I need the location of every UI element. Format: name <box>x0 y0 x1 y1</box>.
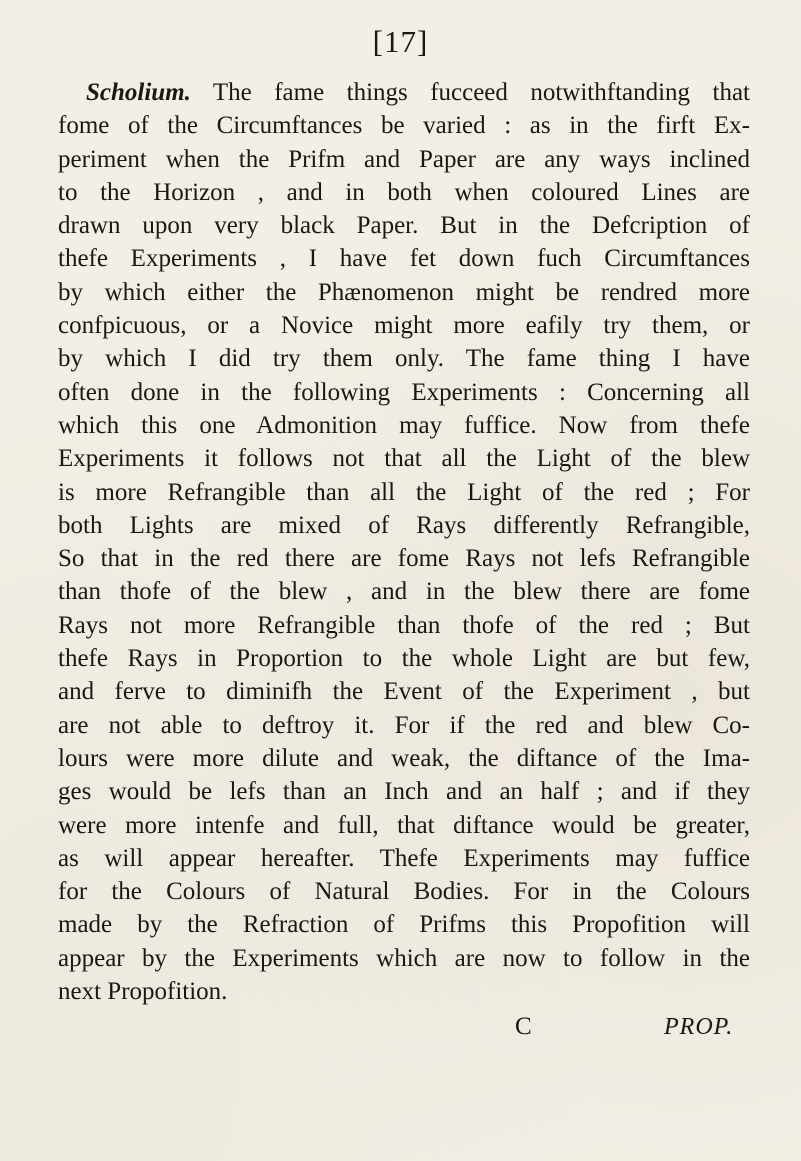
text-line-20: are not able to deftroy it. For if the red and blew Co- <box>58 711 750 739</box>
text-line-11: which this one Admonition may fuffice. Now from thefe <box>58 411 750 439</box>
text-line-19: and ferve to diminifh the Event of the Experiment , but <box>58 678 750 706</box>
text-line-2: fome of the Circumftances be varied : as in the firft Ex- <box>58 112 750 140</box>
text-line-14: both Lights are mixed of Rays differently Refrangible, <box>58 511 750 539</box>
text-line-16: than thofe of the blew , and in the blew there are fome <box>58 578 750 606</box>
text-line-18: thefe Rays in Proportion to the whole Light are but few, <box>58 645 750 673</box>
signature-mark: C <box>515 1013 532 1040</box>
page-number: [17] <box>372 24 429 59</box>
text-line-25: for the Colours of Natural Bodies. For in the Colours <box>58 878 750 906</box>
body-text <box>58 76 750 1008</box>
text-line-27: appear by the Experiments which are now to follow in the <box>58 944 750 972</box>
catchword: PROP. <box>664 1014 734 1040</box>
text-line-24: as will appear hereafter. Thefe Experiments may fuffice <box>58 844 750 872</box>
text-line-7: by which either the Phænomenon might be rendred more <box>58 278 750 306</box>
text-line-10: often done in the following Experiments : Concerning all <box>58 378 750 406</box>
scholium-label: Scholium. <box>86 79 191 106</box>
text-line-6: thefe Experiments , I have fet down fuch Circumftances <box>58 245 750 273</box>
text-line-21: lours were more dilute and weak, the diftance of the Ima- <box>58 744 750 772</box>
text-line-3: periment when the Prifm and Paper are any ways inclined <box>58 145 750 173</box>
text-line-9: by which I did try them only. The fame thing I have <box>58 345 750 373</box>
text-line-28: next Propofition. <box>58 978 228 1006</box>
text-line-26: made by the Refraction of Prifms this Propofition will <box>58 911 750 939</box>
text-line-8: confpicuous, or a Novice might more eafily try them, or <box>58 312 750 340</box>
text-line-12: Experiments it follows not that all the Light of the blew <box>58 445 750 473</box>
text-line-23: were more intenfe and full, that diftance would be greater, <box>58 811 750 839</box>
text-line-5: drawn upon very black Paper. But in the Defcription of <box>58 212 750 240</box>
text-line-4: to the Horizon , and in both when coloured Lines are <box>58 178 750 206</box>
text-line-15: So that in the red there are fome Rays not lefs Refrangible <box>58 545 750 573</box>
text-line-17: Rays not more Refrangible than thofe of the red ; But <box>58 611 750 639</box>
text-line-22: ges would be lefs than an Inch and an half ; and if they <box>58 778 750 806</box>
text-line-1: Scholium. The fame things fucceed notwithftanding that <box>86 79 750 106</box>
text-line-13: is more Refrangible than all the Light of the red ; For <box>58 478 750 506</box>
